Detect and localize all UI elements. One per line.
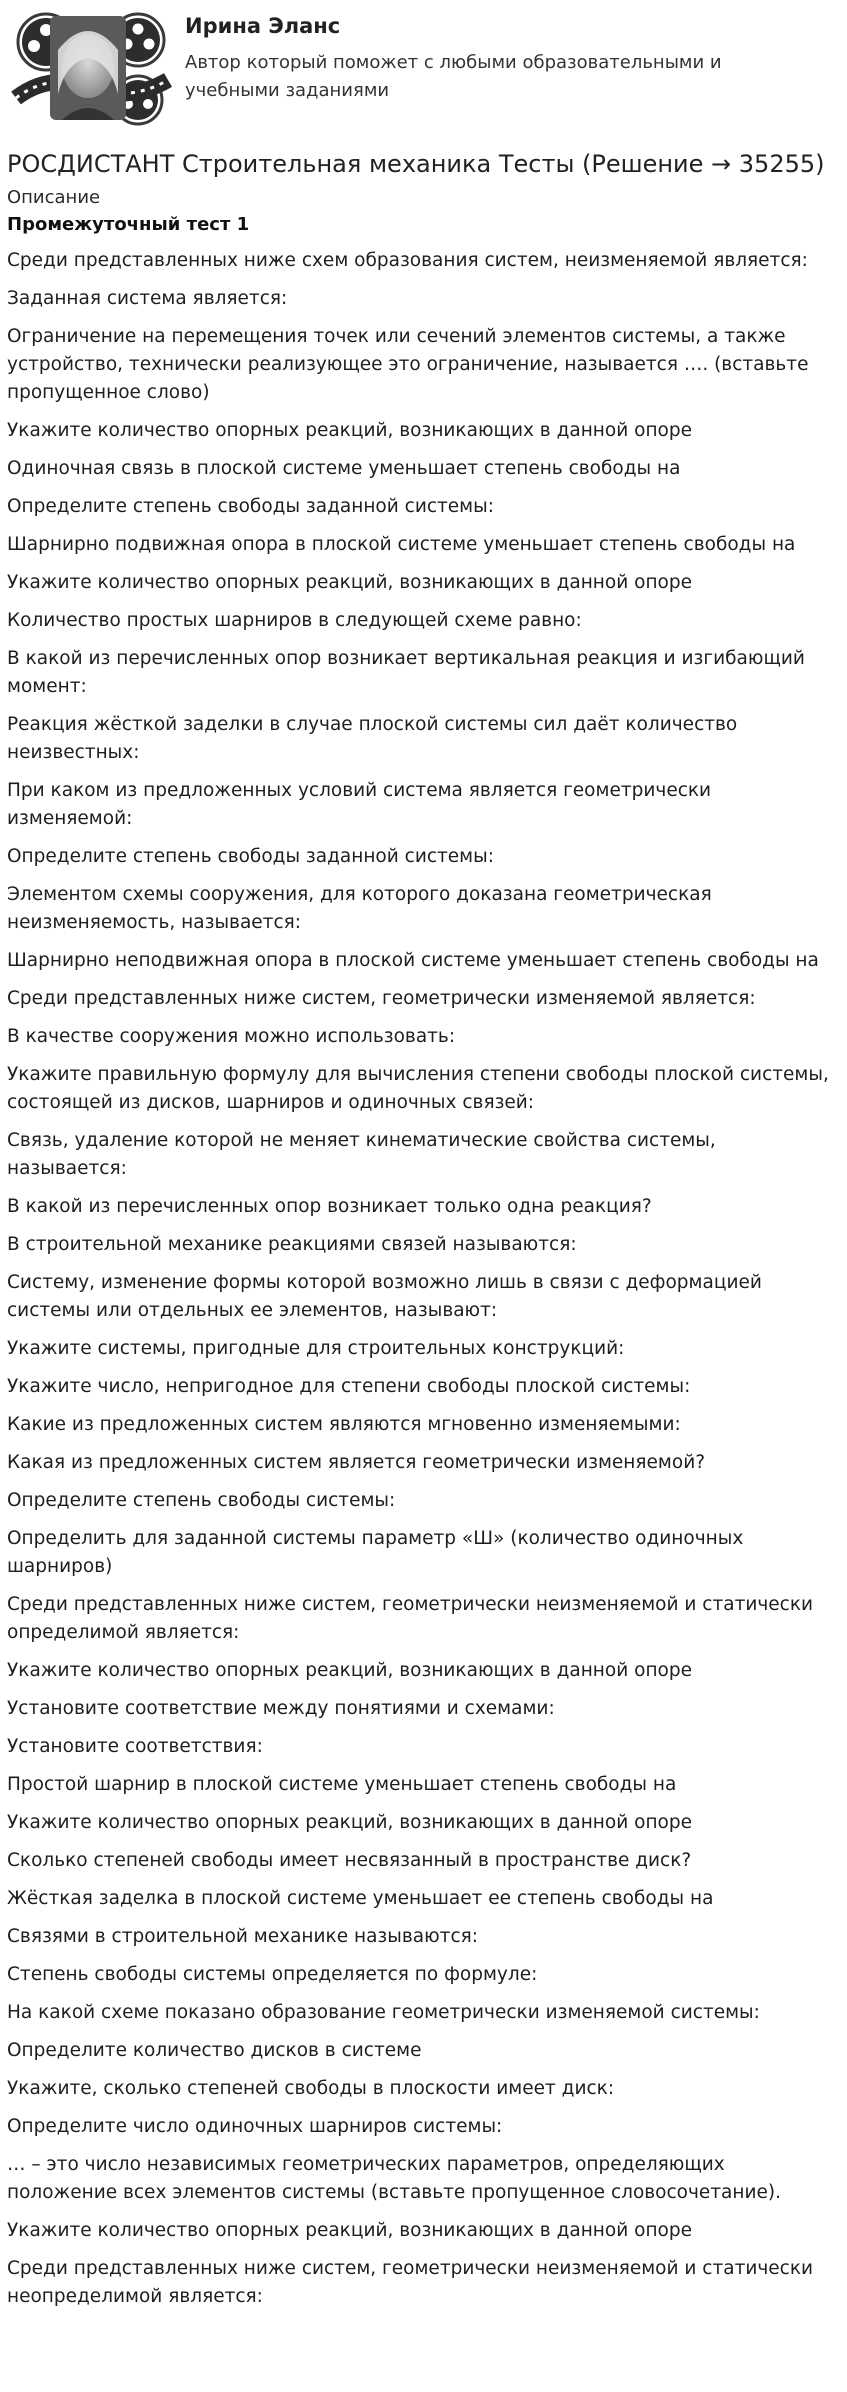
author-card [7,0,840,140]
question-item: Степень свободы системы определяется по формуле: [7,1964,538,1985]
question-item: Ограничение на перемещения точек или сечений элементов системы, а также устройство, технически реализующее это ограничение, называется …. (вставьте пропущенное слово) [7,326,809,403]
question-item: Среди представленных ниже систем, геометрически неизменяемой и статически неопределимой является: [7,2258,814,2307]
question-item: … – это число независимых геометрических параметров, определяющих положение всех элементов системы (вставьте пропущенное словосочетание). [7,2154,781,2203]
question-item: При каком из предложенных условий система является геометрически изменяемой: [7,780,712,829]
question-item: Укажите количество опорных реакций, возникающих в данной опоре [7,420,692,441]
question-item: Заданная система является: [7,288,288,309]
question-item: Количество простых шарниров в следующей схеме равно: [7,610,582,631]
question-item: Жёсткая заделка в плоской системе уменьшает ее степень свободы на [7,1888,714,1909]
question-item: Установите соответствия: [7,1736,263,1757]
question-item: Шарнирно подвижная опора в плоской системе уменьшает степень свободы на [7,534,796,555]
question-item: Сколько степеней свободы имеет несвязанный в пространстве диск? [7,1850,692,1871]
question-item: Шарнирно неподвижная опора в плоской системе уменьшает степень свободы на [7,950,819,971]
avatar[interactable] [10,2,174,132]
question-item: Связь, удаление которой не меняет кинематические свойства системы, называется: [7,1130,716,1179]
question-item: Укажите количество опорных реакций, возникающих в данной опоре [7,572,692,593]
author-description: Автор который поможет с любыми образовательными и учебными заданиями [185,52,722,101]
question-item: Укажите, сколько степеней свободы в плоскости имеет диск: [7,2078,615,2099]
question-item: Определить для заданной системы параметр «Ш» (количество одиночных шарниров) [7,1528,744,1577]
question-item: Определите степень свободы системы: [7,1490,396,1511]
document-title: РОСДИСТАНТ Строительная механика Тесты (Решение → 35255) [7,150,825,178]
question-item: Элементом схемы сооружения, для которого доказана геометрическая неизменяемость, называется: [7,884,712,933]
question-item: В строительной механике реакциями связей называются: [7,1234,577,1255]
question-item: Укажите правильную формулу для вычисления степени свободы плоской системы, состоящей из дисков, шарниров и одиночных связей: [7,1064,829,1113]
question-item: Определите степень свободы заданной системы: [7,496,494,517]
question-item: Укажите количество опорных реакций, возникающих в данной опоре [7,1660,692,1681]
author-name[interactable]: Ирина Эланс [185,14,341,38]
question-item: В какой из перечисленных опор возникает вертикальная реакция и изгибающий момент: [7,648,805,697]
question-item: Определите количество дисков в системе [7,2040,422,2061]
question-item: Среди представленных ниже систем, геометрически изменяемой является: [7,988,756,1009]
question-item: Систему, изменение формы которой возможно лишь в связи с деформацией системы или отдельных ее элементов, называют: [7,1272,762,1321]
question-item: Связями в строительной механике называются: [7,1926,478,1947]
question-item: Укажите системы, пригодные для строительных конструкций: [7,1338,625,1359]
question-item: Укажите количество опорных реакций, возникающих в данной опоре [7,2220,692,2241]
question-item: Среди представленных ниже схем образования систем, неизменяемой является: [7,250,808,271]
question-item: Какая из предложенных систем является геометрически изменяемой? [7,1452,706,1473]
question-item: Среди представленных ниже систем, геометрически неизменяемой и статически определимой является: [7,1594,814,1643]
description-label: Описание [7,187,101,208]
question-item: Какие из предложенных систем являются мгновенно изменяемыми: [7,1414,681,1435]
question-item: Укажите количество опорных реакций, возникающих в данной опоре [7,1812,692,1833]
question-item: Определите степень свободы заданной системы: [7,846,494,867]
question-item: Установите соответствие между понятиями и схемами: [7,1698,555,1719]
question-item: Реакция жёсткой заделки в случае плоской системы сил даёт количество неизвестных: [7,714,738,763]
test-heading: Промежуточный тест 1 [7,214,250,235]
avatar-image [10,2,174,132]
question-item: Одиночная связь в плоской системе уменьшает степень свободы на [7,458,681,479]
question-item: В качестве сооружения можно использовать: [7,1026,456,1047]
question-item: В какой из перечисленных опор возникает только одна реакция? [7,1196,652,1217]
question-item: Простой шарнир в плоской системе уменьшает степень свободы на [7,1774,677,1795]
question-item: На какой схеме показано образование геометрически изменяемой системы: [7,2002,760,2023]
question-list [7,247,840,2311]
question-item: Укажите число, непригодное для степени свободы плоской системы: [7,1376,691,1397]
question-item: Определите число одиночных шарниров системы: [7,2116,503,2137]
